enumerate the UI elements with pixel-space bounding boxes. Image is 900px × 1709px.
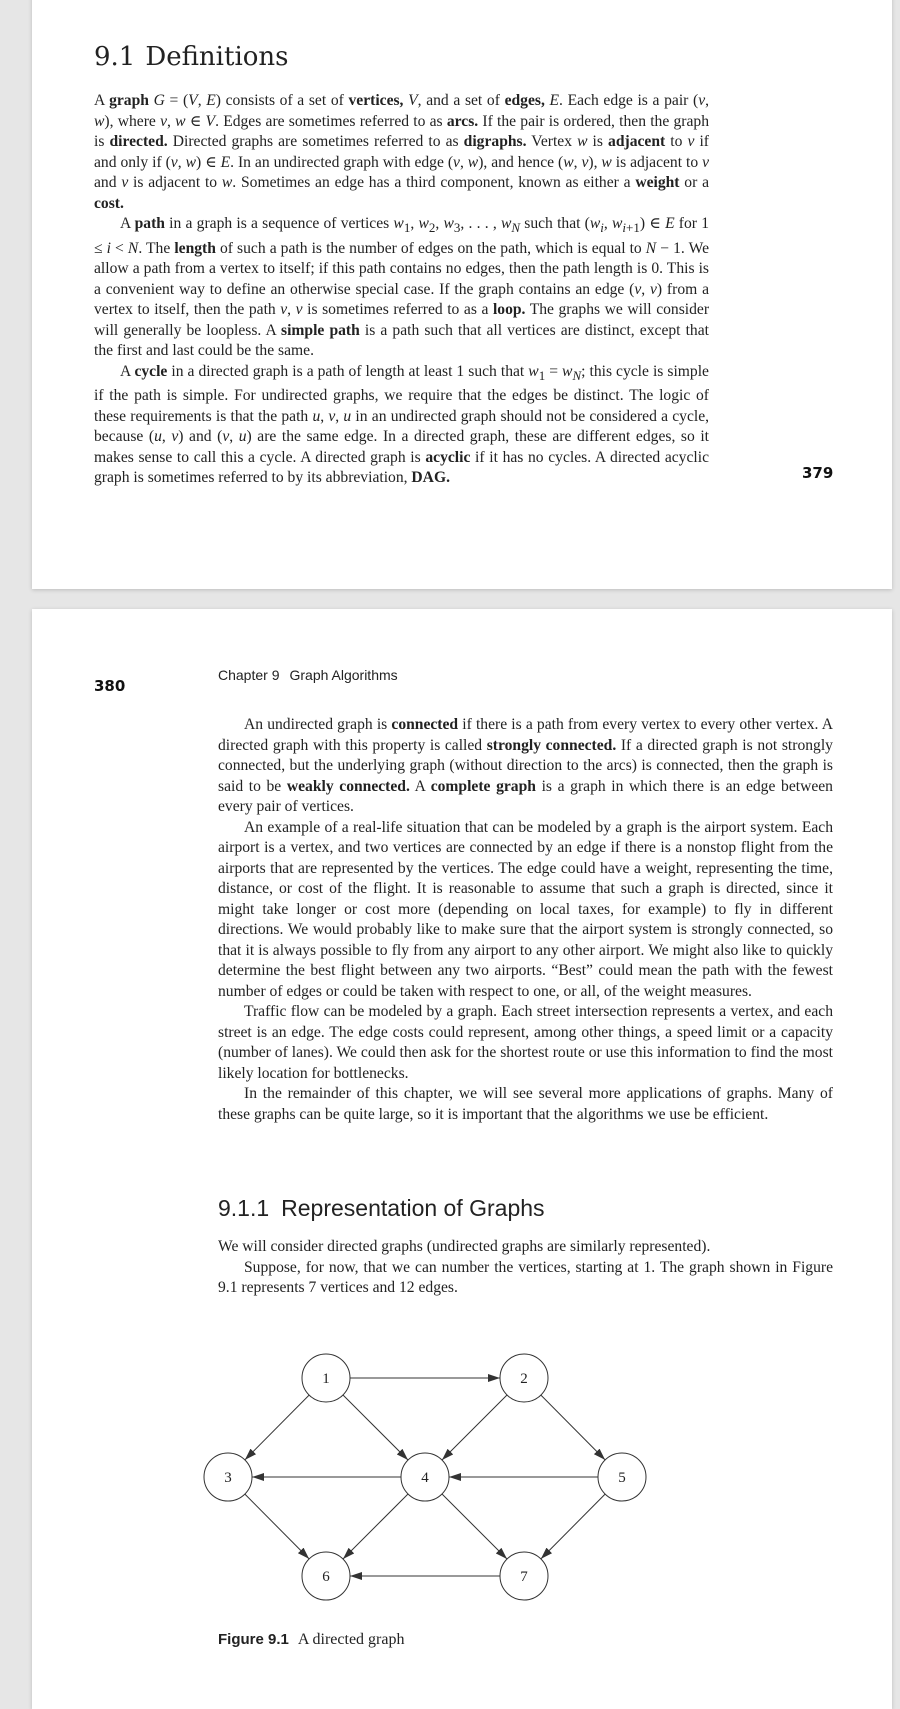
edge-2-5: [541, 1395, 605, 1460]
edge-1-3: [245, 1395, 309, 1460]
running-head-title: Graph Algorithms: [289, 667, 398, 683]
edge-4-6: [343, 1494, 408, 1559]
paragraph-directed-graphs: We will consider directed graphs (undirected graphs are similarly represented).: [218, 1238, 711, 1255]
subsection-number: 9.1.1: [218, 1195, 270, 1221]
subsection-title: Representation of Graphs: [281, 1195, 545, 1221]
paragraph-path-definition: A path in a graph is a sequence of vertices $w_1$, $w_2$, $w_3$, . . . , $w_N$ such that ($w_i$, $w_{i+1}$) ∈ E for 1 ≤ i < N. The length of such a path is the number of edges on the path, which is equal to N − 1. We allow a path from a vertex to itself; if this path contains no edges, then the path length is 0. This is a convenient way to define an otherwise special case. If the graph contains an edge (v, v) from a vertex to itself, then the path v, v is sometimes referred to as a loop. The graphs we will consider will generally be loopless. A simple path is a path such that all vertices are distinct, except that the first and last could be the same.: [94, 215, 710, 360]
definitions-body: [94, 91, 709, 489]
vertex-3: [204, 1453, 252, 1501]
edge-4-7: [442, 1494, 507, 1559]
vertex-label: 7: [520, 1569, 528, 1585]
figure-directed-graph: [32, 609, 892, 1709]
section-heading: [94, 42, 289, 72]
vertex-label: 5: [618, 1470, 626, 1486]
paragraph-airport-example: An example of a real-life situation that can be modeled by a graph is the airport system. Each airport is a vertex, and two vertices are connected by an edge if there is a nonstop flight from the airports that are represented by the vertices. The edge could have a weight, representing the time, distance, or cost of the flight. It is reasonable to assume that such a graph is directed, since it might take longer or cost more (depending on local taxes, for example) to fly in different directions. We would probably like to make sure that the airport system is strongly connected, so that it is always possible to fly from any airport to any other airport. We might also like to quickly determine the best flight between any two airports. “Best” could mean the path with the fewest number of edges or could be taken with respect to one, or all, of the weight measures.: [218, 818, 833, 1000]
vertex-label: 4: [421, 1470, 429, 1486]
figure-caption-text: A directed graph: [297, 1631, 405, 1648]
vertex-5: [598, 1453, 646, 1501]
vertex-6: [302, 1552, 350, 1600]
vertex-2: [500, 1354, 548, 1402]
edge-1-4: [343, 1395, 408, 1460]
edge-2-4: [442, 1395, 507, 1460]
vertex-label: 3: [224, 1470, 232, 1486]
page-380: [32, 609, 892, 1709]
figure-caption: [218, 1631, 404, 1649]
paragraph-graph-definition: A graph G = (V, E) consists of a set of vertices, V, and a set of edges, E. Each edge is a pair (v, w), where v, w ∈ V. Edges are sometimes referred to as arcs. If the pair is ordered, then the graph is directed. Directed graphs are sometimes referred to as digraphs. Vertex w is adjacent to v if and only if (v, w) ∈ E. In an undirected graph with edge (v, w), and hence (w, v), w is adjacent to v and v is adjacent to w. Sometimes an edge has a third component, known as either a weight or a cost.: [94, 92, 710, 212]
paragraph-connectivity: An undirected graph is connected if there is a path from every vertex to every other vertex. A directed graph with this property is called strongly connected. If a directed graph is not strongly connected, but the underlying graph (without direction to the arcs) is connected, then the graph is said to be weakly connected. A complete graph is a graph in which there is an edge between every pair of vertices.: [218, 716, 833, 815]
vertex-4: [401, 1453, 449, 1501]
vertex-label: 6: [322, 1569, 330, 1585]
edge-5-7: [541, 1494, 605, 1559]
vertex-7: [500, 1552, 548, 1600]
page-number: 379: [802, 464, 834, 482]
paragraph-remainder: In the remainder of this chapter, we will see several more applications of graphs. Many of these graphs can be quite large, so it is important that the algorithms we use be efficient.: [218, 1085, 833, 1123]
vertex-label: 2: [520, 1371, 528, 1387]
paragraph-traffic-example: Traffic flow can be modeled by a graph. Each street intersection represents a vertex, and each street is an edge. The edge costs could represent, among other things, a speed limit or a capacity (number of lanes). We could then ask for the shortest route or use this information to find the most likely location for bottlenecks.: [218, 1003, 833, 1082]
page-379: [32, 0, 892, 589]
paragraph-cycle-definition: A cycle in a directed graph is a path of length at least 1 such that $w_1 = w_N$; this cycle is simple if the path is simple. For undirected graphs, we require that the edges be distinct. The logic of these requirements is that the path u, v, u in an undirected graph should not be considered a cycle, because (u, v) and (v, u) are the same edge. In a directed graph, these are different edges, so it makes sense to call this a cycle. A directed graph is acyclic if it has no cycles. A directed acyclic graph is sometimes referred to by its abbreviation, DAG.: [94, 362, 710, 487]
running-head-chapter: Chapter 9: [218, 667, 280, 683]
page-number: 380: [94, 677, 126, 695]
section-title: Definitions: [145, 42, 289, 72]
section-number: 9.1: [94, 42, 136, 72]
paragraph-numbering: Suppose, for now, that we can number the vertices, starting at 1. The graph shown in Figure 9.1 represents 7 vertices and 12 edges.: [218, 1258, 833, 1296]
vertex-label: 1: [322, 1371, 330, 1387]
vertex-1: [302, 1354, 350, 1402]
edge-3-6: [245, 1494, 309, 1559]
figure-label: Figure 9.1: [218, 1631, 289, 1648]
